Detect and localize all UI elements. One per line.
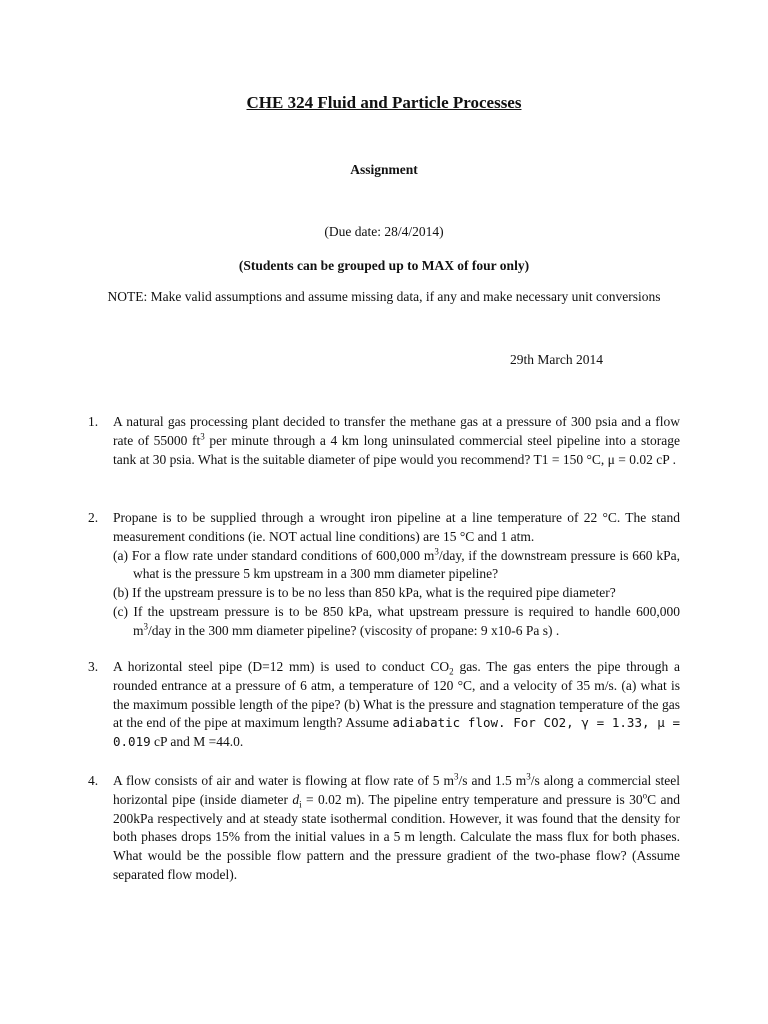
due-date: (Due date: 28/4/2014) (324, 224, 444, 239)
question-text: A natural gas processing plant decided to transfer the methane gas at a pressure of 300 psia and a flow rate of 55000 $ft^3$ per minute through a 4 km long uninsulated commercial steel pipeline into a storage tank at 30 psia. What is the suitable diameter of pipe would you recommend? T1 = 150 °C, μ = 0.02 cP . (113, 414, 680, 467)
page-title: CHE 324 Fluid and Particle Processes (246, 93, 522, 112)
question-text (113, 509, 680, 641)
question-number: 3. (88, 659, 99, 674)
question-1 (88, 413, 680, 469)
assignment-heading: Assignment (350, 162, 418, 177)
question-2 (88, 509, 680, 641)
question-number: 1. (88, 414, 99, 429)
note-line: NOTE: Make valid assumptions and assume missing data, if any and make necessary unit conversions (107, 289, 661, 304)
question-number: 2. (88, 510, 99, 525)
question-number: 4. (88, 773, 99, 788)
issue-date: 29th March 2014 (510, 352, 603, 367)
subquestion-c: (c) If the upstream pressure is to be 850 kPa, what upstream pressure is required to handle 600,000 $m^3$/day in the 300 mm diameter pipeline? (viscosity of propane: 9 x10-6 Pa s) . (113, 603, 680, 638)
question-text: A horizontal steel pipe (D=12 mm) is used to conduct $CO_2$ gas. The gas enters the pipe through a rounded entrance at a pressure of 6 atm, a temperature of 120 °C, and a velocity of 35 m/s. (a) what is the maximum possible length of the pipe? (b) What is the pressure and stagnation temperature of the gas at the end of the pipe at maximum length? Assume adiabatic flow. For CO2, γ = 1.33, μ = 0.019 cP and M =44.0. (113, 659, 681, 750)
question-intro: Propane is to be supplied through a wrought iron pipeline at a line temperature of 22 °C. The stand measurement conditions (ie. NOT actual line conditions) are 15 °C and 1 atm. (113, 510, 680, 544)
question-text: A flow consists of air and water is flowing at flow rate of 5 $m^3/s$ and 1.5 $m^3/s$ along a commercial steel horizontal pipe (inside diameter $d_i = 0.02$ m). The pipeline entry temperature and pressure is 30$^o$C and 200kPa respectively and at steady state isothermal condition. However, it was found that the density for both phases drops 15% from the initial values in a 5 m length. Calculate the mass flux for both phases. What would be the possible flow pattern and the pressure gradient of the two-phase flow? (Assume separated flow model). (113, 771, 680, 882)
subquestion-a: (a) For a flow rate under standard conditions of 600,000 $m^3$/day, if the downstream pressure is 660 kPa, what is the pressure 5 km upstream in a 300 mm diameter pipeline? (113, 546, 681, 582)
subquestion-b: (b) If the upstream pressure is to be no less than 850 kPa, what is the required pipe diameter? (113, 585, 616, 601)
question-4 (88, 772, 680, 885)
question-3 (88, 658, 680, 752)
grouping-note: (Students can be grouped up to MAX of four only) (238, 258, 530, 273)
